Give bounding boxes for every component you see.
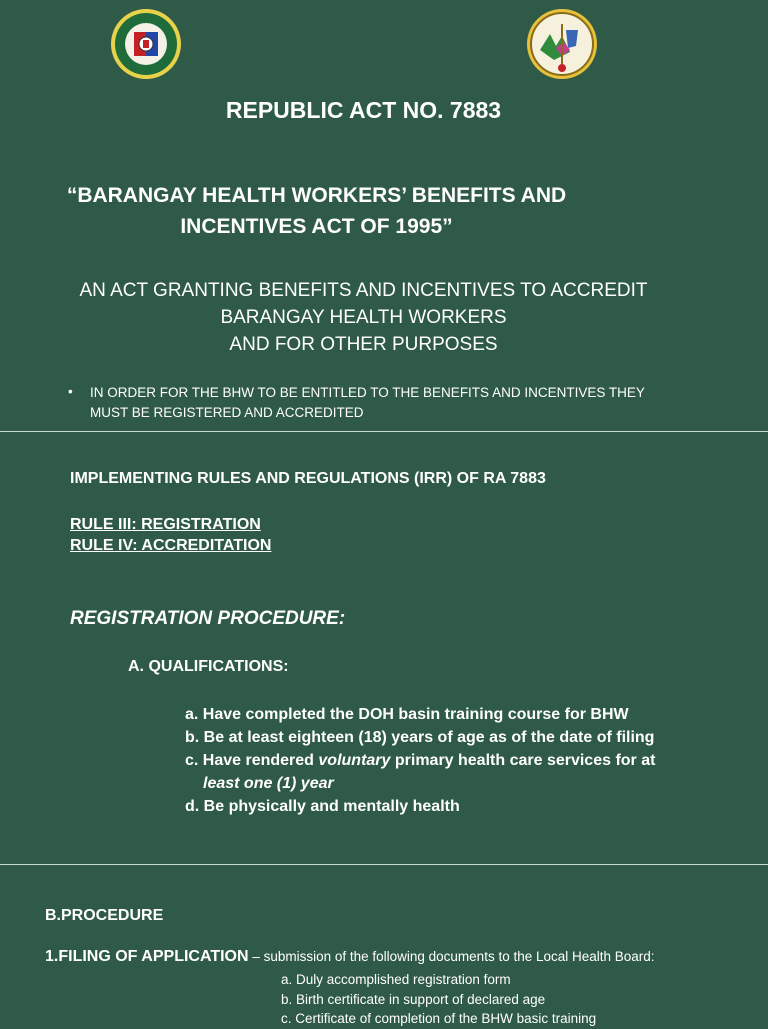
filing-of-application	[45, 948, 655, 966]
bullet-note-text: IN ORDER FOR THE BHW TO BE ENTITLED TO THE BENEFITS AND INCENTIVES THEY MUST BE REGISTERED AND ACCREDITED	[90, 385, 645, 420]
page-title: REPUBLIC ACT NO. 7883	[225, 97, 502, 123]
doh-seal-left	[110, 8, 182, 80]
act-title-line-1: “BARANGAY HEALTH WORKERS’ BENEFITS AND	[66, 184, 567, 207]
rule-iii-registration: RULE III: REGISTRATION	[70, 516, 261, 533]
act-description-line-1: AN ACT GRANTING BENEFITS AND INCENTIVES TO ACCREDIT	[79, 280, 648, 301]
registration-procedure-heading: REGISTRATION PROCEDURE:	[70, 608, 346, 629]
document-item: c. Certificate of completion of the BHW basic training	[281, 1011, 597, 1026]
qualification-b: b. Be at least eighteen (18) years of age as of the date of filing	[185, 729, 655, 746]
qualification-c	[185, 749, 655, 772]
qualification-c-pre: c. Have rendered	[185, 752, 319, 769]
qualification-c-emphasis: voluntary	[318, 752, 391, 769]
qualifications-heading: A. QUALIFICATIONS:	[128, 658, 289, 675]
document-item: a. Duly accomplished registration form	[281, 972, 511, 987]
documents-list	[281, 970, 596, 1029]
qualification-c-post: primary health care services for at	[390, 752, 656, 769]
document-item: b. Birth certificate in support of declared age	[281, 991, 546, 1007]
act-title-line-2: INCENTIVES ACT OF 1995”	[180, 215, 453, 238]
qualifications-list	[185, 703, 655, 818]
divider-top	[0, 431, 768, 432]
qualification-d: d. Be physically and mentally health	[185, 798, 460, 815]
qualification-a: a. Have completed the DOH basin training course for BHW	[185, 706, 629, 723]
act-description-line-3: AND FOR OTHER PURPOSES	[229, 334, 498, 355]
qualification-c-continued	[185, 772, 655, 795]
act-description	[0, 277, 727, 358]
procedure-heading: B.PROCEDURE	[45, 907, 164, 924]
bullet-dot-icon: •	[68, 384, 73, 399]
rule-iv-accreditation: RULE IV: ACCREDITATION	[70, 537, 272, 554]
irr-heading: IMPLEMENTING RULES AND REGULATIONS (IRR) OF RA 7883	[70, 470, 546, 487]
rules-list	[70, 516, 271, 555]
filing-text: – submission of the following documents to the Local Health Board:	[248, 949, 655, 964]
filing-heading: 1.FILING OF APPLICATION	[45, 948, 249, 965]
qualification-c-line2: least one (1) year	[203, 775, 334, 792]
divider-bottom	[0, 864, 768, 865]
act-title	[0, 180, 633, 242]
doh-seal-right	[526, 8, 598, 80]
act-description-line-2: BARANGAY HEALTH WORKERS	[220, 307, 507, 328]
bullet-note	[70, 383, 650, 423]
